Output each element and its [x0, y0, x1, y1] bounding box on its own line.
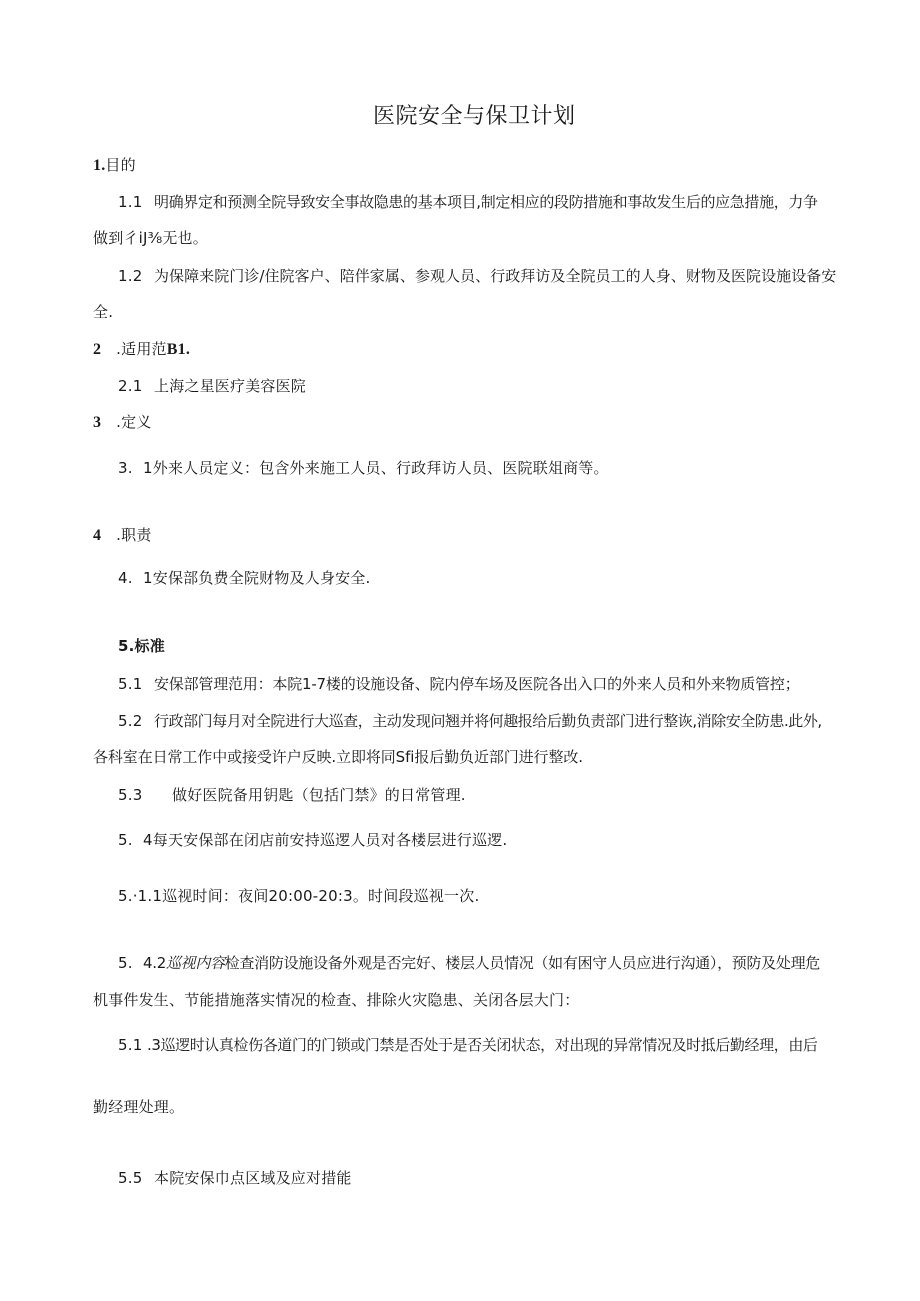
clause-5-4-text: 4每天安保部在闭店前安持巡逻人员对各楼层进行巡逻. [143, 831, 508, 849]
clause-5-4-2-text: 检查消防设施设备外观是否完好、楼层人员情况（如有困守人员应进行沟通），预防及处理危 [224, 954, 820, 972]
clause-5-1-number: 5.1 [118, 675, 143, 693]
clause-4-1-text: 1安保部负费全院财物及人身安全. [143, 569, 371, 587]
clause-1-1-line1: 明确界定和预测全院导致安全事故隐患的基本项目,制定相应的段防措施和事故发生后的应急措施，力争 [154, 193, 818, 211]
clause-2-1-number: 2.1 [118, 377, 143, 395]
clause-5-5-number: 5.5 [118, 1169, 143, 1187]
clause-5-4-number: 5. [118, 831, 133, 849]
section-2-title: .适用范 [116, 340, 167, 358]
clause-5-4-2-subnumber: 4.2 [143, 954, 166, 972]
clause-5-2-line2: 各科室在日常工作中或接受许户反映.立即将同Sfi报后勤负近部门进行整改. [93, 748, 583, 766]
clause-5-4-2-label: 巡视内容 [165, 954, 225, 972]
clause-2-1-text: 上海之星医疗美容医院 [154, 377, 307, 395]
clause-5-4-1-text: 5.·1.1巡视时间：夜间20:00-20:3。时间段巡视一次. [118, 887, 480, 905]
section-2-heading [93, 339, 190, 360]
section-1-number: 1. [93, 157, 106, 174]
clause-1-2-number: 1.2 [118, 267, 143, 285]
clause-1-1-number: 1.1 [118, 193, 143, 211]
section-4-title: .职责 [116, 526, 152, 544]
clause-5-3-number: 5.3 [118, 786, 143, 804]
clause-5-1-text: 安保部管理范用：本院1-7楼的设施设备、院内停车场及医院各出入口的外来人员和外来物质管控； [154, 675, 800, 693]
section-2-tail: B1. [166, 341, 191, 358]
section-3-title: .定义 [116, 413, 152, 431]
clause-5-1-3-line1: .3巡逻时认真检伤各道门的门锁或门禁是否处于是否关闭状态，对出现的异常情况及时抵后勤经理，由后 [147, 1036, 818, 1054]
clause-3-1-text: 1外来人员定义：包含外来施工人员、行政拜访人员、医院联俎商等。 [143, 459, 609, 477]
clause-1-2-line2: 全. [93, 303, 114, 321]
clause-5-1-3-line2: 勤经理处理。 [93, 1098, 185, 1116]
clause-5-4-2-number: 5. [118, 954, 133, 972]
page-title: 医院安全与保卫计划 [373, 104, 576, 129]
clause-5-4-2-line1 [143, 953, 820, 973]
clause-1-2-line1: 为保障来院门诊/住院客户、陪伴家属、参观人员、行政拜访及全院员工的人身、财物及医院设施设备安 [154, 267, 837, 285]
clause-5-2-number: 5.2 [118, 712, 143, 730]
section-2-number: 2 [93, 341, 102, 358]
section-3-heading [93, 412, 152, 433]
section-3-number: 3 [93, 414, 102, 431]
clause-1-1-line2: 做到彳iJ⅜无也。 [93, 229, 208, 247]
clause-5-2-line1: 行政部门每月对全院进行大巡查，主动发现问翘并将何趣报给后勤负责部门进行整诙,消除安全防患.此外, [154, 712, 822, 730]
section-1-title: 目的 [105, 156, 136, 174]
clause-3-1-number: 3. [118, 459, 133, 477]
section-1-heading [93, 155, 136, 176]
clause-5-3-text: 做好医院备用钥匙（包括门禁》的日常管理. [172, 786, 466, 804]
clause-4-1-number: 4. [118, 569, 133, 587]
section-5-heading: 5.标准 [118, 637, 165, 655]
section-4-number: 4 [93, 527, 102, 544]
clause-5-1-3-number: 5.1 [118, 1036, 143, 1054]
clause-5-4-2-line2: 机事件发生、节能措施落实情况的检查、排除火灾隐患、关闭各层大门： [93, 991, 580, 1009]
clause-5-5-text: 本院安保巾点区域及应对措能 [154, 1169, 352, 1187]
section-4-heading [93, 525, 152, 546]
